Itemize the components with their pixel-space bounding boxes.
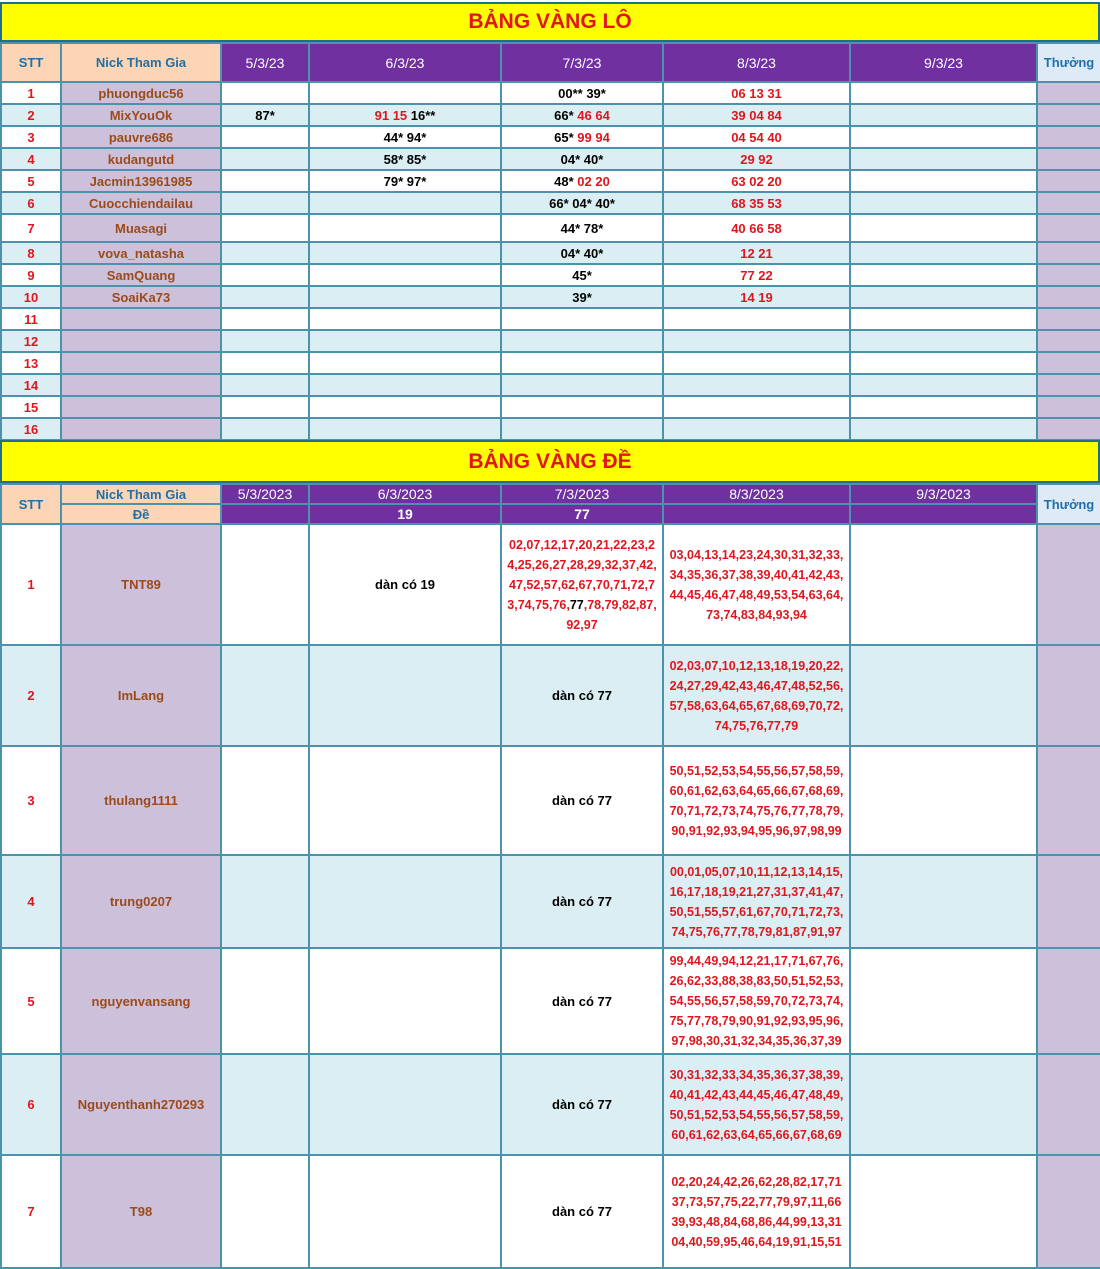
lo-table-row — [1, 352, 1100, 374]
prize-cell — [1037, 170, 1100, 192]
lo-table-row — [1, 82, 1100, 104]
de-date-header: 9/3/2023 — [850, 484, 1037, 504]
prize-cell — [1037, 374, 1100, 396]
prediction-numbers: 00** 39* — [558, 85, 606, 101]
prediction-cell — [221, 746, 309, 855]
prediction-numbers: 58* 85* — [383, 151, 427, 167]
prize-cell — [1037, 308, 1100, 330]
prediction-cell — [663, 104, 850, 126]
de-date-header: 8/3/2023 — [663, 484, 850, 504]
prize-cell — [1037, 855, 1100, 948]
prediction-cell — [850, 214, 1037, 242]
prediction-cell — [663, 82, 850, 104]
row-number: 2 — [1, 645, 61, 746]
prediction-numbers-red: 02,07,12,17,20,21,22,23,24,25,26,27,28,29,32,37,42,47,52,57,62,67,70,71,72,73,74,75,76, — [507, 537, 657, 612]
prediction-cell — [663, 308, 850, 330]
row-number: 7 — [1, 214, 61, 242]
lo-prize-header: Thưởng — [1037, 43, 1100, 82]
de-table-row — [1, 948, 1100, 1054]
player-nick: pauvre686 — [61, 126, 221, 148]
prediction-cell — [221, 855, 309, 948]
prediction-numbers-red: 40 66 58 — [731, 220, 782, 236]
prediction-cell — [501, 308, 663, 330]
prediction-cell — [309, 308, 501, 330]
prediction-cell — [850, 126, 1037, 148]
prediction-cell — [850, 148, 1037, 170]
lo-title-bar — [0, 2, 1100, 42]
prize-cell — [1037, 524, 1100, 645]
row-number: 16 — [1, 418, 61, 440]
prediction-cell — [221, 948, 309, 1054]
player-nick — [61, 418, 221, 440]
row-number: 6 — [1, 1054, 61, 1155]
prediction-cell — [501, 352, 663, 374]
prediction-numbers-red: 06 13 31 — [731, 85, 782, 101]
prize-cell — [1037, 192, 1100, 214]
prediction-numbers-red: 02,03,07,10,12,13,18,19,20,22,24,27,29,42,43,46,47,48,52,56,57,58,63,64,65,67,68,69,70,72,74,75,76,77,79 — [669, 658, 844, 733]
de-table-row — [1, 855, 1100, 948]
player-nick — [61, 374, 221, 396]
lo-table-row — [1, 308, 1100, 330]
player-nick — [61, 330, 221, 352]
prediction-cell — [501, 148, 663, 170]
prediction-cell — [850, 330, 1037, 352]
lo-table-row — [1, 170, 1100, 192]
row-number: 10 — [1, 286, 61, 308]
lo-title: BẢNG VÀNG LÔ — [468, 10, 632, 33]
de-title: BẢNG VÀNG ĐỀ — [468, 449, 632, 473]
prediction-cell — [221, 242, 309, 264]
prediction-cell — [501, 1054, 663, 1155]
prize-cell — [1037, 948, 1100, 1054]
player-nick: Muasagi — [61, 214, 221, 242]
prize-cell — [1037, 1054, 1100, 1155]
de-nick-header: Nick Tham Gia — [61, 484, 221, 504]
prediction-cell — [221, 126, 309, 148]
prize-cell — [1037, 330, 1100, 352]
prediction-numbers: dàn có 77 — [552, 1204, 612, 1219]
prediction-numbers-red: 68 35 53 — [731, 195, 782, 211]
lo-table-row — [1, 148, 1100, 170]
lo-table-row — [1, 104, 1100, 126]
row-number: 4 — [1, 855, 61, 948]
prize-cell — [1037, 418, 1100, 440]
prediction-numbers: 45* — [572, 267, 592, 283]
prediction-cell — [309, 374, 501, 396]
prediction-numbers-red: 63 02 20 — [731, 173, 782, 189]
de-result-value — [221, 504, 309, 524]
player-nick: SamQuang — [61, 264, 221, 286]
prediction-numbers-red: 99,44,49,94,12,21,17,71,67,76,26,62,33,88,38,83,50,51,52,53,54,55,56,57,58,59,70,72,73,74,75,77,78,79,90,91,92,93,95,96,97,98,30,31,32,34,35,36,37,39 — [669, 954, 844, 1048]
row-number: 5 — [1, 948, 61, 1054]
prediction-numbers: 44* 94* — [383, 129, 427, 145]
de-table — [0, 483, 1100, 1269]
prediction-numbers: dàn có 77 — [552, 1097, 612, 1112]
prediction-cell — [663, 645, 850, 746]
prediction-cell — [501, 524, 663, 645]
prize-cell — [1037, 126, 1100, 148]
player-nick: vova_natasha — [61, 242, 221, 264]
prediction-cell — [221, 148, 309, 170]
lo-table-row — [1, 242, 1100, 264]
prediction-cell — [850, 645, 1037, 746]
prediction-cell — [663, 396, 850, 418]
lo-table-row — [1, 374, 1100, 396]
de-table-row — [1, 1054, 1100, 1155]
prediction-numbers: dàn có 77 — [552, 793, 612, 808]
prediction-cell — [850, 1155, 1037, 1268]
player-nick — [61, 396, 221, 418]
prediction-cell — [309, 396, 501, 418]
prediction-numbers-red: 91 15 — [374, 107, 411, 123]
prediction-cell — [850, 286, 1037, 308]
prediction-cell — [221, 1155, 309, 1268]
prediction-cell — [501, 645, 663, 746]
row-number: 3 — [1, 746, 61, 855]
prediction-numbers: 39* — [572, 289, 592, 305]
lo-date-header: 5/3/23 — [221, 43, 309, 82]
prize-cell — [1037, 645, 1100, 746]
row-number: 5 — [1, 170, 61, 192]
player-nick: Cuocchiendailau — [61, 192, 221, 214]
prediction-cell — [309, 286, 501, 308]
player-nick: MixYouOk — [61, 104, 221, 126]
prediction-cell — [850, 1054, 1037, 1155]
prediction-cell — [221, 645, 309, 746]
prediction-numbers-red: 12 21 — [740, 245, 773, 261]
prize-cell — [1037, 104, 1100, 126]
player-nick: kudangutd — [61, 148, 221, 170]
prediction-cell — [221, 374, 309, 396]
row-number: 1 — [1, 82, 61, 104]
player-nick: phuongduc56 — [61, 82, 221, 104]
prediction-cell — [309, 746, 501, 855]
prediction-cell — [501, 192, 663, 214]
row-number: 11 — [1, 308, 61, 330]
prediction-cell — [663, 418, 850, 440]
prediction-cell — [309, 170, 501, 192]
prediction-numbers: 65* — [554, 129, 578, 145]
prediction-cell — [221, 170, 309, 192]
prediction-cell — [850, 396, 1037, 418]
prediction-cell — [501, 948, 663, 1054]
prediction-cell — [663, 286, 850, 308]
prediction-numbers-red: 99 94 — [577, 129, 610, 145]
prediction-cell — [501, 374, 663, 396]
prediction-cell — [501, 242, 663, 264]
prediction-cell — [663, 126, 850, 148]
prediction-cell — [309, 418, 501, 440]
prediction-cell — [309, 352, 501, 374]
prediction-cell — [850, 374, 1037, 396]
prediction-cell — [309, 104, 501, 126]
player-nick: thulang1111 — [61, 746, 221, 855]
prediction-cell — [850, 855, 1037, 948]
player-nick: Jacmin13961985 — [61, 170, 221, 192]
prediction-numbers: 16** — [410, 107, 436, 123]
prediction-cell — [501, 746, 663, 855]
prediction-cell — [221, 264, 309, 286]
prediction-cell — [309, 948, 501, 1054]
lo-table-row — [1, 264, 1100, 286]
prediction-numbers-red: 46 64 — [577, 107, 610, 123]
prediction-cell — [850, 352, 1037, 374]
prediction-cell — [663, 1054, 850, 1155]
prize-cell — [1037, 82, 1100, 104]
lo-date-header: 7/3/23 — [501, 43, 663, 82]
de-table-row — [1, 746, 1100, 855]
prediction-cell — [309, 1054, 501, 1155]
prediction-cell — [221, 418, 309, 440]
prediction-numbers: 77 — [569, 597, 584, 612]
de-table-row — [1, 645, 1100, 746]
lo-table-row — [1, 192, 1100, 214]
prediction-cell — [663, 948, 850, 1054]
de-result-value — [850, 504, 1037, 524]
prediction-cell — [221, 104, 309, 126]
lo-nick-header: Nick Tham Gia — [61, 43, 221, 82]
prediction-cell — [663, 148, 850, 170]
prediction-cell — [850, 82, 1037, 104]
prize-cell — [1037, 214, 1100, 242]
prediction-cell — [309, 192, 501, 214]
prediction-numbers-red: 00,01,05,07,10,11,12,13,14,15,16,17,18,19,21,27,31,37,41,47,50,51,55,57,61,67,70,71,72,73,74,75,76,77,78,79,81,87,91,97 — [669, 864, 844, 939]
de-prize-header: Thưởng — [1037, 484, 1100, 524]
row-number: 9 — [1, 264, 61, 286]
prediction-cell — [221, 308, 309, 330]
prediction-cell — [850, 308, 1037, 330]
row-number: 4 — [1, 148, 61, 170]
prediction-cell — [309, 242, 501, 264]
prediction-cell — [501, 126, 663, 148]
de-date-header: 7/3/2023 — [501, 484, 663, 504]
de-title-bar — [0, 440, 1100, 483]
prediction-cell — [850, 418, 1037, 440]
prediction-cell — [663, 242, 850, 264]
prediction-cell — [309, 126, 501, 148]
prediction-cell — [663, 192, 850, 214]
prediction-numbers-red: 14 19 — [740, 289, 773, 305]
row-number: 8 — [1, 242, 61, 264]
lo-table-row — [1, 214, 1100, 242]
player-nick: T98 — [61, 1155, 221, 1268]
prediction-cell — [850, 242, 1037, 264]
prediction-cell — [309, 214, 501, 242]
prediction-numbers: 44* 78* — [560, 220, 604, 236]
prediction-numbers: 04* 40* — [560, 245, 604, 261]
row-number: 3 — [1, 126, 61, 148]
lo-stt-header: STT — [1, 43, 61, 82]
prediction-cell — [309, 524, 501, 645]
prediction-numbers-red: 39 04 84 — [731, 107, 782, 123]
prediction-cell — [501, 396, 663, 418]
player-nick: trung0207 — [61, 855, 221, 948]
prediction-cell — [850, 170, 1037, 192]
prediction-cell — [501, 418, 663, 440]
prediction-numbers-red: ,78,79,82,87,92,97 — [566, 597, 657, 632]
lo-table — [0, 42, 1100, 441]
prediction-cell — [663, 214, 850, 242]
prediction-cell — [663, 352, 850, 374]
prize-cell — [1037, 352, 1100, 374]
prediction-numbers: 04* 40* — [560, 151, 604, 167]
prediction-cell — [663, 746, 850, 855]
row-number: 6 — [1, 192, 61, 214]
row-number: 15 — [1, 396, 61, 418]
prediction-cell — [850, 746, 1037, 855]
lo-table-row — [1, 286, 1100, 308]
player-nick: Nguyenthanh270293 — [61, 1054, 221, 1155]
prediction-cell — [309, 1155, 501, 1268]
prediction-numbers-red: 04 54 40 — [731, 129, 782, 145]
player-nick: TNT89 — [61, 524, 221, 645]
prediction-cell — [663, 170, 850, 192]
prediction-numbers-red: 30,31,32,33,34,35,36,37,38,39,40,41,42,43,44,45,46,47,48,49,50,51,52,53,54,55,56,57,58,59,60,61,62,63,64,65,66,67,68,69 — [669, 1067, 844, 1142]
de-result-label: Đề — [61, 504, 221, 524]
prediction-cell — [501, 214, 663, 242]
row-number: 1 — [1, 524, 61, 645]
prediction-cell — [221, 82, 309, 104]
prediction-cell — [501, 286, 663, 308]
prediction-cell — [221, 524, 309, 645]
prediction-cell — [309, 855, 501, 948]
prediction-cell — [850, 948, 1037, 1054]
prediction-cell — [663, 264, 850, 286]
row-number: 7 — [1, 1155, 61, 1268]
de-result-value: 77 — [501, 504, 663, 524]
prediction-cell — [850, 264, 1037, 286]
prize-cell — [1037, 1155, 1100, 1268]
de-table-row — [1, 1155, 1100, 1268]
prediction-cell — [850, 104, 1037, 126]
prediction-numbers: dàn có 77 — [552, 993, 612, 1009]
prediction-cell — [501, 1155, 663, 1268]
de-date-header: 6/3/2023 — [309, 484, 501, 504]
player-nick: nguyenvansang — [61, 948, 221, 1054]
de-result-value — [663, 504, 850, 524]
prediction-numbers: 48* — [554, 173, 578, 189]
prediction-cell — [221, 214, 309, 242]
prediction-numbers-red: 02,20,24,42,26,62,28,82,17,71 37,73,57,75,22,77,79,97,11,66 39,93,48,84,68,86,44,99,13,31 04,40,59,95,46,64,19,91,15,51 — [671, 1174, 842, 1249]
prediction-cell — [221, 1054, 309, 1155]
prediction-numbers-red: 77 22 — [740, 267, 773, 283]
prediction-cell — [663, 330, 850, 352]
prediction-numbers-red: 02 20 — [577, 173, 610, 189]
prediction-numbers-red: 29 92 — [740, 151, 773, 167]
prize-cell — [1037, 148, 1100, 170]
prediction-cell — [663, 524, 850, 645]
row-number: 14 — [1, 374, 61, 396]
prediction-cell — [501, 170, 663, 192]
prediction-numbers: dàn có 77 — [552, 688, 612, 703]
prediction-numbers: 66* 04* 40* — [549, 195, 615, 211]
prediction-cell — [309, 82, 501, 104]
lo-date-header: 8/3/23 — [663, 43, 850, 82]
lo-table-row — [1, 418, 1100, 440]
prediction-cell — [850, 524, 1037, 645]
prediction-cell — [663, 855, 850, 948]
prediction-cell — [501, 264, 663, 286]
prediction-cell — [501, 330, 663, 352]
prediction-cell — [501, 82, 663, 104]
prize-cell — [1037, 286, 1100, 308]
player-nick — [61, 352, 221, 374]
prediction-numbers: dàn có 77 — [552, 894, 612, 909]
prediction-cell — [221, 352, 309, 374]
prediction-numbers: 79* 97* — [383, 173, 427, 189]
prediction-cell — [309, 645, 501, 746]
row-number: 13 — [1, 352, 61, 374]
de-table-row — [1, 524, 1100, 645]
player-nick — [61, 308, 221, 330]
prediction-numbers-red: 50,51,52,53,54,55,56,57,58,59,60,61,62,63,64,65,66,67,68,69,70,71,72,73,74,75,76,77,78,79,90,91,92,93,94,95,96,97,98,99 — [669, 763, 844, 838]
lo-table-row — [1, 396, 1100, 418]
prediction-numbers-red: 03,04,13,14,23,24,30,31,32,33,34,35,36,37,38,39,40,41,42,43,44,45,46,47,48,49,53,54,63,64,73,74,83,84,93,94 — [669, 547, 844, 622]
prediction-cell — [221, 330, 309, 352]
lo-date-header: 9/3/23 — [850, 43, 1037, 82]
prediction-cell — [221, 286, 309, 308]
prediction-cell — [309, 148, 501, 170]
row-number: 12 — [1, 330, 61, 352]
prediction-numbers: 66* — [554, 107, 578, 123]
player-nick: SoaiKa73 — [61, 286, 221, 308]
prediction-cell — [309, 264, 501, 286]
prize-cell — [1037, 746, 1100, 855]
lo-table-row — [1, 126, 1100, 148]
prize-cell — [1037, 242, 1100, 264]
prize-cell — [1037, 264, 1100, 286]
prediction-cell — [663, 1155, 850, 1268]
prediction-numbers: 87* — [255, 107, 275, 123]
lo-date-header: 6/3/23 — [309, 43, 501, 82]
prediction-numbers: dàn có 19 — [375, 577, 435, 592]
prediction-cell — [221, 192, 309, 214]
row-number: 2 — [1, 104, 61, 126]
prediction-cell — [663, 374, 850, 396]
prediction-cell — [501, 104, 663, 126]
de-result-value: 19 — [309, 504, 501, 524]
de-date-header: 5/3/2023 — [221, 484, 309, 504]
prediction-cell — [850, 192, 1037, 214]
player-nick: ImLang — [61, 645, 221, 746]
de-stt-header: STT — [1, 484, 61, 524]
prize-cell — [1037, 396, 1100, 418]
prediction-cell — [309, 330, 501, 352]
prediction-cell — [221, 396, 309, 418]
lo-table-row — [1, 330, 1100, 352]
prediction-cell — [501, 855, 663, 948]
